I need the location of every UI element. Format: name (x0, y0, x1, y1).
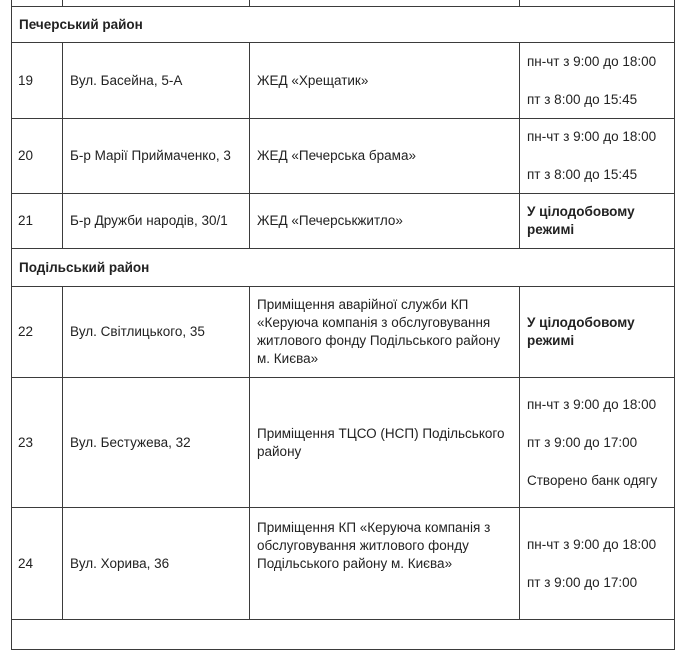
section-title: Печерський район (12, 7, 675, 43)
row-number: 20 (12, 119, 63, 194)
section-header-row (12, 7, 675, 43)
row-place: Приміщення аварійної служби КП «Керуюча компанія з обслуговування житлового фонду Подільського району м. Києва» (250, 287, 520, 378)
row-number: 22 (12, 287, 63, 378)
hours-line: пн-чт з 9:00 до 18:00 (527, 536, 657, 552)
table-row (12, 194, 675, 249)
hours-line: пт з 8:00 до 15:45 (527, 167, 638, 182)
hours-line: пн-чт з 9:00 до 18:00 (527, 129, 657, 144)
row-hours (520, 508, 675, 620)
row-number: 19 (12, 43, 63, 119)
row-number: 24 (12, 508, 63, 620)
row-place: Приміщення КП «Керуюча компанія з обслуговування житлового фонду Подільського району м. Києва» (250, 508, 520, 620)
row-address: Б-р Дружби народів, 30/1 (63, 194, 250, 249)
row-place: ЖЕД «Печерська брама» (250, 119, 520, 194)
hours-line: пн-чт з 9:00 до 18:00 (527, 396, 657, 412)
hours-line: пт з 8:00 до 15:45 (527, 91, 638, 107)
row-address: Вул. Світлицького, 35 (63, 287, 250, 378)
cell-empty (12, 620, 675, 650)
hours-line: пт з 9:00 до 17:00 (527, 434, 638, 450)
shelters-table (11, 0, 675, 650)
table-row (12, 287, 675, 378)
row-hours (520, 378, 675, 508)
row-place: Приміщення ТЦСО (НСП) Подільського району (250, 378, 520, 508)
section-header-row (12, 249, 675, 287)
section-title: Подільський район (12, 249, 675, 287)
row-place: ЖЕД «Печерськжитло» (250, 194, 520, 249)
row-hours (520, 119, 675, 194)
row-number: 21 (12, 194, 63, 249)
hours-line: пт з 9:00 до 17:00 (527, 574, 638, 590)
row-address: Б-р Марії Приймаченко, 3 (63, 119, 250, 194)
row-hours: У цілодобовому режимі (520, 194, 675, 249)
row-number: 23 (12, 378, 63, 508)
row-place: ЖЕД «Хрещатик» (250, 43, 520, 119)
table-row (12, 119, 675, 194)
table-row (12, 43, 675, 119)
table-row (12, 378, 675, 508)
hours-line: Створено банк одягу (527, 472, 658, 488)
hours-line: пн-чт з 9:00 до 18:00 (527, 53, 657, 69)
table-row (12, 508, 675, 620)
row-address: Вул. Басейна, 5-А (63, 43, 250, 119)
row-hours (520, 43, 675, 119)
table-row-bottom (12, 620, 675, 650)
row-address: Вул. Бестужева, 32 (63, 378, 250, 508)
row-hours: У цілодобовому режимі (520, 287, 675, 378)
row-address: Вул. Хорива, 36 (63, 508, 250, 620)
